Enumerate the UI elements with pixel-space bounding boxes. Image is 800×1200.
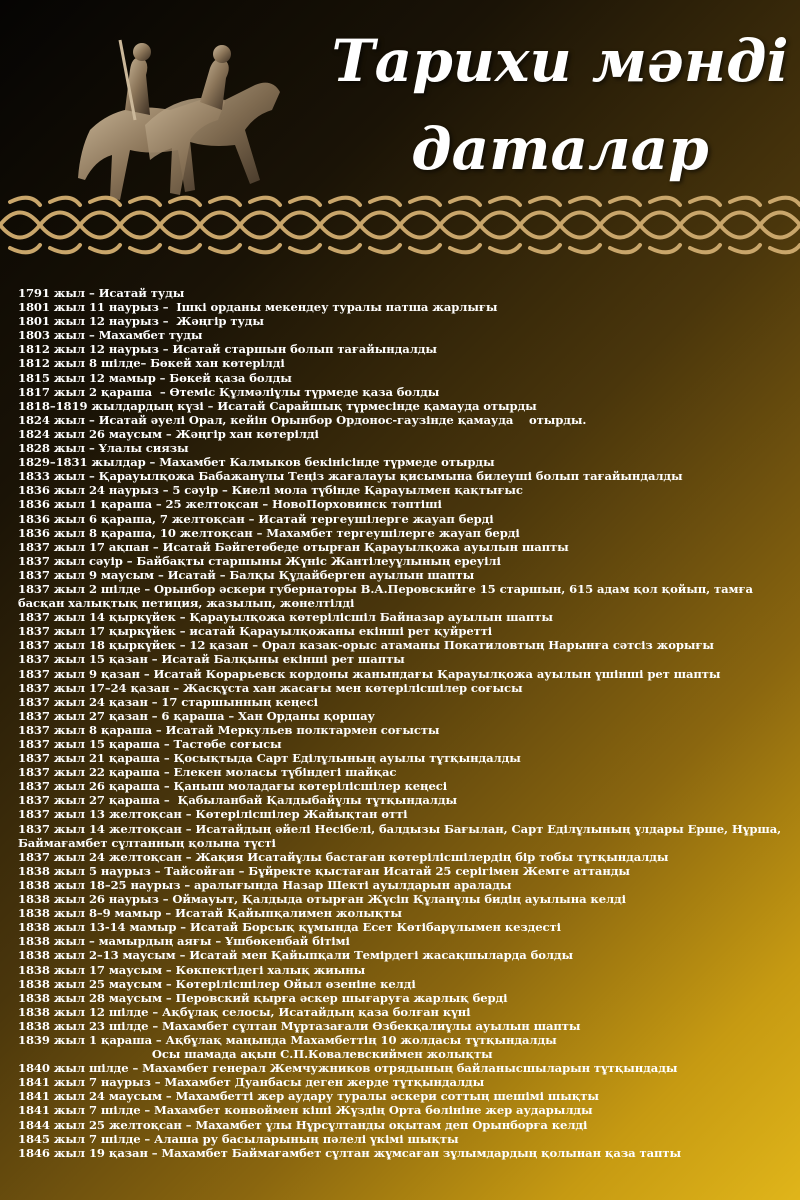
timeline-entry: 1837 жыл 26 қараша – Қаныш моладағы көтерілісшілер кеңесі	[18, 779, 448, 794]
timeline-entry: 1837 жыл 14 қыркүйек – Қарауылқожа көтерілісшіл Байназар ауылын шапты	[18, 610, 553, 625]
timeline-entry: 1837 жыл 27 қазан – 6 қараша – Хан Орданы қоршау	[18, 708, 375, 723]
timeline-entry: 1838 жыл 12 шілде – Ақбұлақ селосы, Исатайдың қаза болған күні	[18, 1004, 471, 1019]
timeline-entry: 1837 жыл 13 желтоқсан – Көтерілісшілер Жайықтан өтті	[18, 807, 408, 822]
timeline-entry: 1824 жыл – Исатай әуелі Орал, кейін Орынбор Ордонос-гаузінде қамауда отырды.	[18, 412, 587, 427]
timeline-entry: 1803 жыл – Махамбет туды	[18, 328, 203, 343]
timeline-entry: 1837 жыл 15 қазан – Исатай Балқыны екінші рет шапты	[18, 652, 405, 667]
timeline-entry: 1837 жыл 9 маусым – Исатай – Балқы Құдайберген ауылын шапты	[18, 567, 475, 582]
timeline-entry: 1837 жыл 17 ақпан – Исатай Бәйгетөбеде отырған Қарауылқожа ауылын шапты	[18, 539, 569, 554]
timeline-entry: 1837 жыл 17–24 қазан – Жасқұста хан жасағы мен көтерілісшілер соғысы	[18, 680, 523, 695]
timeline-entry: 1845 жыл 7 шілде – Алаша ру басыларының пәлелі үкімі шықты	[18, 1131, 459, 1146]
timeline-entry: 1837 жыл 24 қазан – 17 старшынның кеңесі	[18, 694, 318, 709]
timeline-entry: 1837 жыл 2 шілде – Орынбор әскери губернаторы В.А.Перовскийге 15 старшын, 615 адам қол қойып, тамға басқан халықтық петиция, жазылып, жөнелтілді	[18, 581, 757, 611]
timeline-entry: 1837 жыл 8 қараша – Исатай Меркульев полктармен соғысты	[18, 722, 440, 737]
timeline-entry: 1818–1819 жылдардың күзі – Исатай Сарайшық түрмесінде қамауда отырды	[18, 398, 537, 413]
timeline-entry: 1837 жыл 14 желтоқсан – Исатайдың әйелі Несібелі, балдызы Бағылан, Сарт Еділұлының ұлдары Ерше, Нұрша, Баймағамбет сұлтанның қолына түсті	[18, 821, 786, 850]
timeline-entry: 1837 жыл 15 қараша – Тастөбе соғысы	[18, 737, 282, 751]
timeline-entry: 1838 жыл 13-14 мамыр – Исатай Борсық құмында Есет Көтібарұлымен кездесті	[18, 920, 561, 935]
timeline-entry: 1812 жыл 12 наурыз – Исатай старшын болып тағайындалды	[18, 342, 437, 357]
timeline-entry: 1815 жыл 12 мамыр – Бөкей қаза болды	[18, 370, 292, 385]
timeline-entry: 1828 жыл – Ұлалы сиязы	[18, 441, 189, 456]
timeline-entry: 1837 жыл сәуір – Байбақты старшыны Жүніс Жантілеуұлының ереуілі	[18, 553, 501, 568]
timeline-entry: 1838 жыл 17 маусым – Көкпектідегі халық жиыны	[18, 962, 366, 977]
timeline-entry: 1838 жыл 18–25 наурыз – аралығында Назар Шекті ауылдарын аралады	[18, 877, 512, 892]
timeline-entry: 1838 жыл 25 маусым – Көтерілісшілер Ойыл өзеніне келді	[18, 976, 416, 991]
timeline-entry: 1837 жыл 17 қыркүйек – исатай Қарауылқожаны екінші рет қуйретті	[18, 624, 493, 639]
timeline-entry: 1838 жыл 23 шілде – Махамбет сұлтан Мұртазағали Өзбекқалиұлы ауылын шапты	[18, 1018, 581, 1033]
timeline-entry: 1836 жыл 6 қараша, 7 желтоқсан – Исатай тергеушілерге жауап берді	[18, 511, 494, 526]
timeline-entry: 1840 жыл шілде – Махамбет генерал Жемчужников отрядының байланысшыларын тұтқындады	[18, 1061, 678, 1076]
timeline-entry: 1829–1831 жылдар – Махамбет Калмыков бекінісінде түрмеде отырды	[18, 455, 495, 470]
timeline-entry: 1837 жыл 24 желтоқсан – Жақия Исатайұлы бастаған көтерілісшілердің бір тобы тұтқындалды	[18, 849, 669, 864]
timeline-entry: 1836 жыл 1 қараша – 25 желтоқсан – НовоПорховинск тәптіші	[18, 497, 442, 512]
timeline-entry: 1801 жыл 12 наурыз – Жәңгір туды	[18, 314, 264, 329]
timeline-entry: 1817 жыл 2 қараша – Өтеміс Құлмәліұлы түрмеде қаза болды	[18, 384, 440, 399]
timeline-entry: 1791 жыл – Исатай туды	[18, 286, 185, 300]
timeline-entry: 1838 жыл – мамырдың аяғы – Ұшбөкенбай бітімі	[18, 934, 350, 949]
timeline-entry: 1837 жыл 22 қараша – Елекен моласы түбіндегі шайқас	[18, 765, 397, 780]
timeline-entry: 1837 жыл 21 қараша – Қосықтыда Сарт Еділұлының ауылы тұтқындалды	[18, 751, 521, 766]
timeline-entry: 1824 жыл 26 маусым – Жәңгір хан көтерілді	[18, 426, 319, 441]
timeline-entry: 1838 жыл 8–9 мамыр – Исатай Қайыпқалимен жолықты	[18, 906, 402, 921]
timeline-entry: 1801 жыл 11 наурыз – Ішкі орданы мекендеу туралы патша жарлығы	[18, 300, 498, 315]
timeline-entry: 1841 жыл 7 наурыз – Махамбет Дуанбасы деген жерде тұтқындалды	[18, 1075, 485, 1090]
timeline-entry: 1838 жыл 28 маусым – Перовский қырға әскер шығаруға жарлық берді	[18, 990, 508, 1005]
timeline-entry: 1838 жыл 5 наурыз – Тайсойған – Бұйректе қыстаған Исатай 25 серігімен Жемге аттанды	[18, 863, 630, 878]
timeline-entry: 1812 жыл 8 шілде– Бөкей хан көтерілді	[18, 356, 285, 371]
timeline-entry: 1846 жыл 19 қазан – Махамбет Баймағамбет сұлтан жұмсаған зұлымдардың қолынан қаза тапты	[18, 1145, 681, 1160]
timeline-entry: 1836 жыл 24 наурыз – 5 сәуір – Киелі мола түбінде Қарауылмен қақтығыс	[18, 483, 523, 498]
timeline-entry: 1837 жыл 27 қараша – Қабыланбай Қалдыбайұлы тұтқындалды	[18, 793, 457, 808]
title-line-1: Тарихи мәнді	[331, 27, 789, 95]
timeline-entry: 1837 жыл 18 қыркүйек – 12 қазан – Орал казак-орыс атаманы Покатиловтың Нарынға сәтсіз жорығы	[18, 638, 714, 653]
timeline-entry: 1839 жыл 1 қараша – Ақбұлақ маңында Махамбеттің 10 жолдасы тұтқындалды	[18, 1032, 557, 1047]
timeline-entry: 1838 жыл 2–13 маусым – Исатай мен Қайыпқали Темірдегі жасақшыларда болды	[18, 948, 574, 963]
timeline-entry: 1841 жыл 24 маусым – Махамбетті жер аудару туралы әскери соттың шешімі шықты	[18, 1089, 599, 1104]
timeline-entry: 1833 жыл – Қарауылқожа Бабажанұлы Теңіз жағалауы қисымына билеуші болып тағайындалды	[18, 469, 683, 484]
title-line-2: даталар	[411, 115, 709, 183]
timeline-entry: 1836 жыл 8 қараша, 10 желтоқсан – Махамбет тергеушілерге жауап берді	[18, 525, 520, 540]
timeline-entry: 1838 жыл 26 наурыз – Оймауыт, Қалдыда отырған Жүсіп Құланұлы бидің ауылына келді	[18, 892, 626, 907]
timeline-list	[18, 286, 788, 1160]
timeline-entry: 1837 жыл 9 қазан – Исатай Корарьевск кордоны жанындағы Қарауылқожа ауылын үшінші рет шапты	[18, 666, 721, 681]
ornament-border-image	[0, 190, 800, 260]
timeline-entry: Осы шамада ақын С.П.Ковалевскиймен жолықты	[18, 1047, 493, 1062]
timeline-entry: 1844 жыл 25 желтоқсан – Махамбет ұлы Нұрсұлтанды оқытам деп Орынборға келді	[18, 1117, 588, 1132]
timeline-entry: 1841 жыл 7 шілде – Махамбет конвоймен кіші Жүздің Орта бөлініне жер аударылды	[18, 1103, 593, 1118]
